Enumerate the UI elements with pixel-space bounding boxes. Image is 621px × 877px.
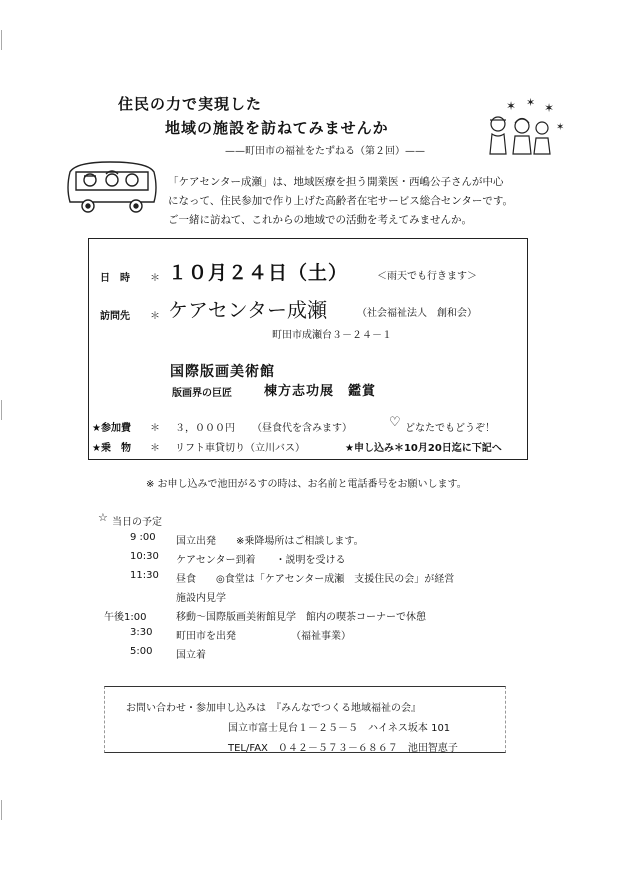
place-marker: ＊	[150, 311, 160, 322]
intro-line-2: になって、住民参加で作り上げた高齢者在宅サービス総合センターです。	[168, 195, 514, 207]
heart-icon: ♡	[389, 415, 401, 430]
title-line-2: 地域の施設を訪ねてみませんか	[165, 119, 389, 137]
schedule-text: 国立出発 ※乗降場所はご相談します。	[176, 536, 364, 547]
fee-note: （昼食代を含みます）	[252, 423, 352, 434]
schedule-text: 昼食 ◎食堂は「ケアセンター成瀬 支援住民の会」が経営	[176, 574, 455, 585]
schedule-time: 9 :00	[130, 532, 156, 543]
schedule-time: 午後1:00	[104, 612, 147, 623]
date-label: 日 時	[100, 273, 130, 284]
intro-line-3: ご一緒に訪ねて、これからの地域での活動を考えてみませんか。	[168, 214, 473, 226]
museum-name: 国際版画美術館	[170, 364, 275, 380]
fee-label: ★参加費	[92, 423, 131, 434]
star-icon: ✶	[544, 101, 555, 115]
transport-label: ★乗 物	[92, 443, 131, 454]
margin-mark	[1, 800, 2, 820]
welcome-text: どなたでもどうぞ！	[405, 423, 495, 434]
contact-address: 国立市富士見台１－２５－５ ハイネス坂本 101	[228, 723, 451, 734]
star-icon: ✶	[526, 96, 536, 109]
schedule-text: 町田市を出発 （福祉事業）	[176, 631, 351, 642]
star-icon: ✶	[506, 99, 517, 113]
schedule-time: 10:30	[130, 551, 159, 562]
subtitle: ——町田市の福祉をたずねる（第２回）——	[225, 146, 425, 157]
museum-sub-a: 版画界の巨匠	[172, 388, 232, 399]
contact-heading: お問い合わせ・参加申し込みは 『みんなでつくる地域福祉の会』	[126, 703, 421, 714]
star-icon: ✶	[556, 122, 565, 133]
schedule-time: 11:30	[130, 570, 159, 581]
date-marker: ＊	[150, 273, 160, 284]
transport-marker: ＊	[150, 443, 160, 454]
schedule-text: 移動～国際版画美術館見学 館内の喫茶コーナーで休憩	[176, 612, 426, 623]
fee-value: ３，０００円	[175, 423, 235, 434]
place-name: ケアセンター成瀬	[168, 298, 327, 322]
bus-illustration	[62, 158, 160, 216]
schedule-text: 施設内見学	[176, 593, 226, 604]
schedule-time: 5:00	[130, 646, 153, 657]
people-illustration	[478, 96, 568, 158]
contact-phone: TEL/FAX ０４２－５７３－６８６７ 池田智恵子	[228, 743, 458, 754]
place-organization: （社会福祉法人 創和会）	[357, 308, 477, 319]
rain-note: ＜雨天でも行きます＞	[377, 271, 477, 282]
absence-note: ※ お申し込みで池田がるすの時は、お名前と電話番号をお願いします。	[146, 479, 467, 490]
schedule-text: ケアセンター到着 ・説明を受ける	[176, 555, 346, 566]
fee-marker: ＊	[150, 423, 160, 434]
margin-mark	[1, 400, 2, 420]
star-outline-icon: ☆	[98, 511, 108, 524]
title-line-1: 住民の力で実現した	[118, 95, 263, 113]
place-label: 訪問先	[100, 311, 130, 322]
margin-mark	[1, 30, 2, 50]
event-date: １０月２４日（土）	[168, 262, 349, 284]
transport-value: リフト車貸切り（立川バス）	[175, 443, 305, 454]
deadline: ★申し込み＊10月20日迄に下記へ	[345, 443, 502, 454]
museum-sub-b: 棟方志功展 鑑賞	[264, 384, 377, 399]
schedule-text: 国立着	[176, 650, 206, 661]
schedule-time: 3:30	[130, 627, 153, 638]
intro-line-1: 「ケアセンター成瀬」は、地域医療を担う開業医・西嶋公子さんが中心	[168, 176, 504, 188]
schedule-heading: 当日の予定	[112, 517, 162, 528]
place-address: 町田市成瀬台３－２４－１	[272, 330, 392, 341]
